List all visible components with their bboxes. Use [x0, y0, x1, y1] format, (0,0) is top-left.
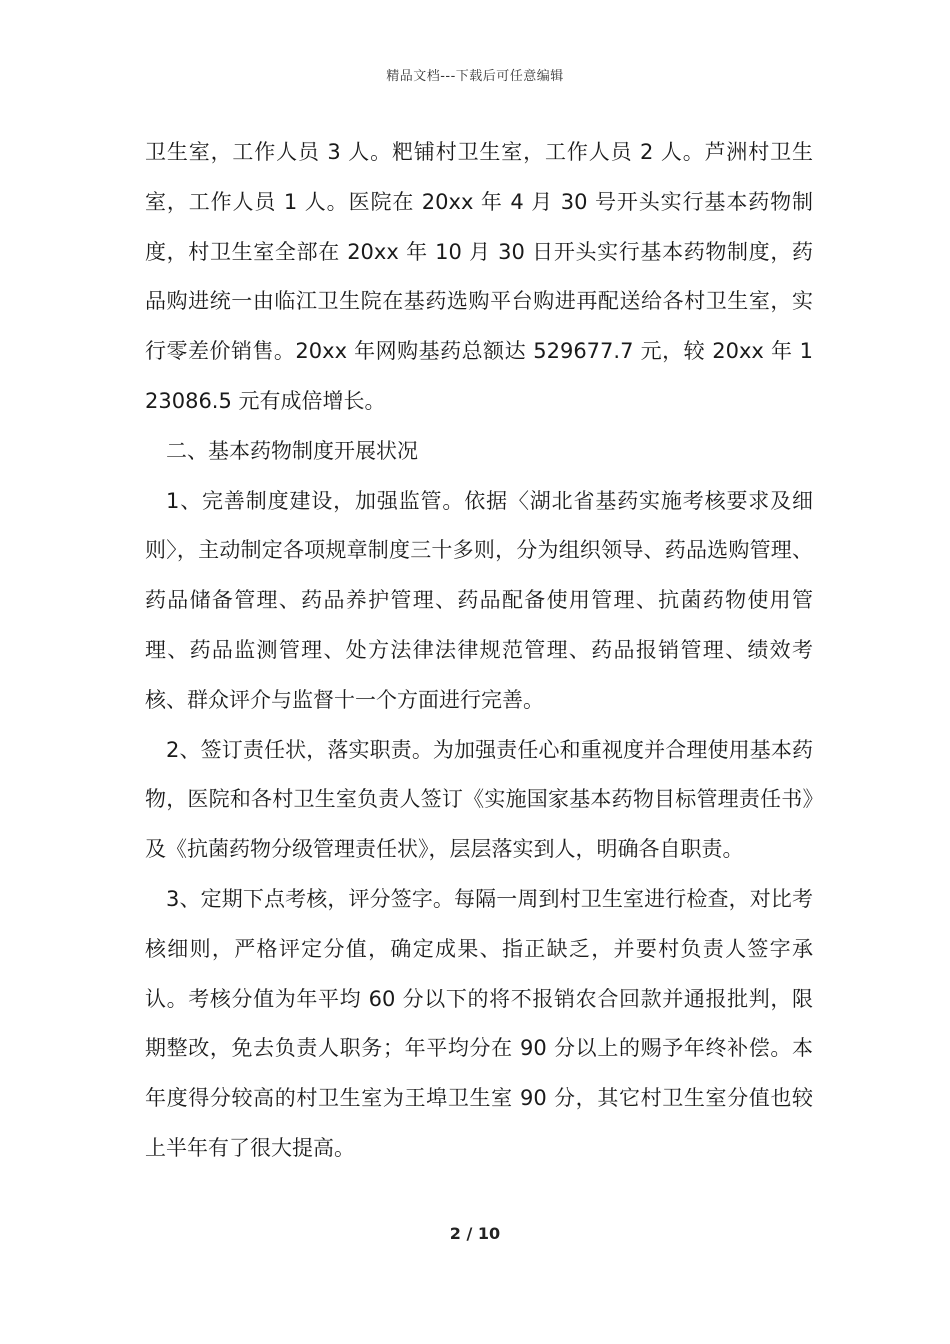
page-header: 精品文档---下载后可任意编辑 — [386, 69, 564, 84]
paragraph-intro: 卫生室，工作人员 3 人。粑铺村卫生室，工作人员 2 人。芦洲村卫生室，工作人员 1 人。医院在 20xx 年 4 月 30 号开头实行基本药物制度，村卫生室全部在 20xx 年 10 月 30 日开头实行基本药物制度，药品购进统一由临江卫生院在基药选购平台购进再配送给各村卫生室，实行零差价销售。20xx 年网购基药总额达 529677.7 元，较 20xx 年 123086.5 元有成倍增长。 — [145, 140, 813, 413]
page-number: 2 / 10 — [449, 1224, 501, 1243]
section-heading: 二、基本药物制度开展状况 — [166, 438, 418, 463]
document-body — [145, 128, 813, 1174]
paragraph-item-2: 2、签订责任状，落实职责。为加强责任心和重视度并合理使用基本药物，医院和各村卫生室负责人签订《实施国家基本药物目标管理责任书》及《抗菌药物分级管理责任状》，层层落实到人，明确各自职责。 — [145, 737, 813, 862]
paragraph-item-3: 3、定期下点考核，评分签字。每隔一周到村卫生室进行检查，对比考核细则，严格评定分值，确定成果、指正缺乏，并要村负责人签字承认。考核分值为年平均 60 分以下的将不报销农合回款并通报批判，限期整改，免去负责人职务；年平均分在 90 分以上的赐予年终补偿。本年度得分较高的村卫生室为王埠卫生室 90 分，其它村卫生室分值也较上半年有了很大提高。 — [145, 886, 813, 1160]
paragraph-item-1: 1、完善制度建设，加强监管。依据〈湖北省基药实施考核要求及细则〉，主动制定各项规章制度三十多则，分为组织领导、药品选购管理、药品储备管理、药品养护管理、药品配备使用管理、抗菌药物使用管理、药品监测管理、处方法律法律规范管理、药品报销管理、绩效考核、群众评介与监督十一个方面进行完善。 — [145, 488, 813, 712]
